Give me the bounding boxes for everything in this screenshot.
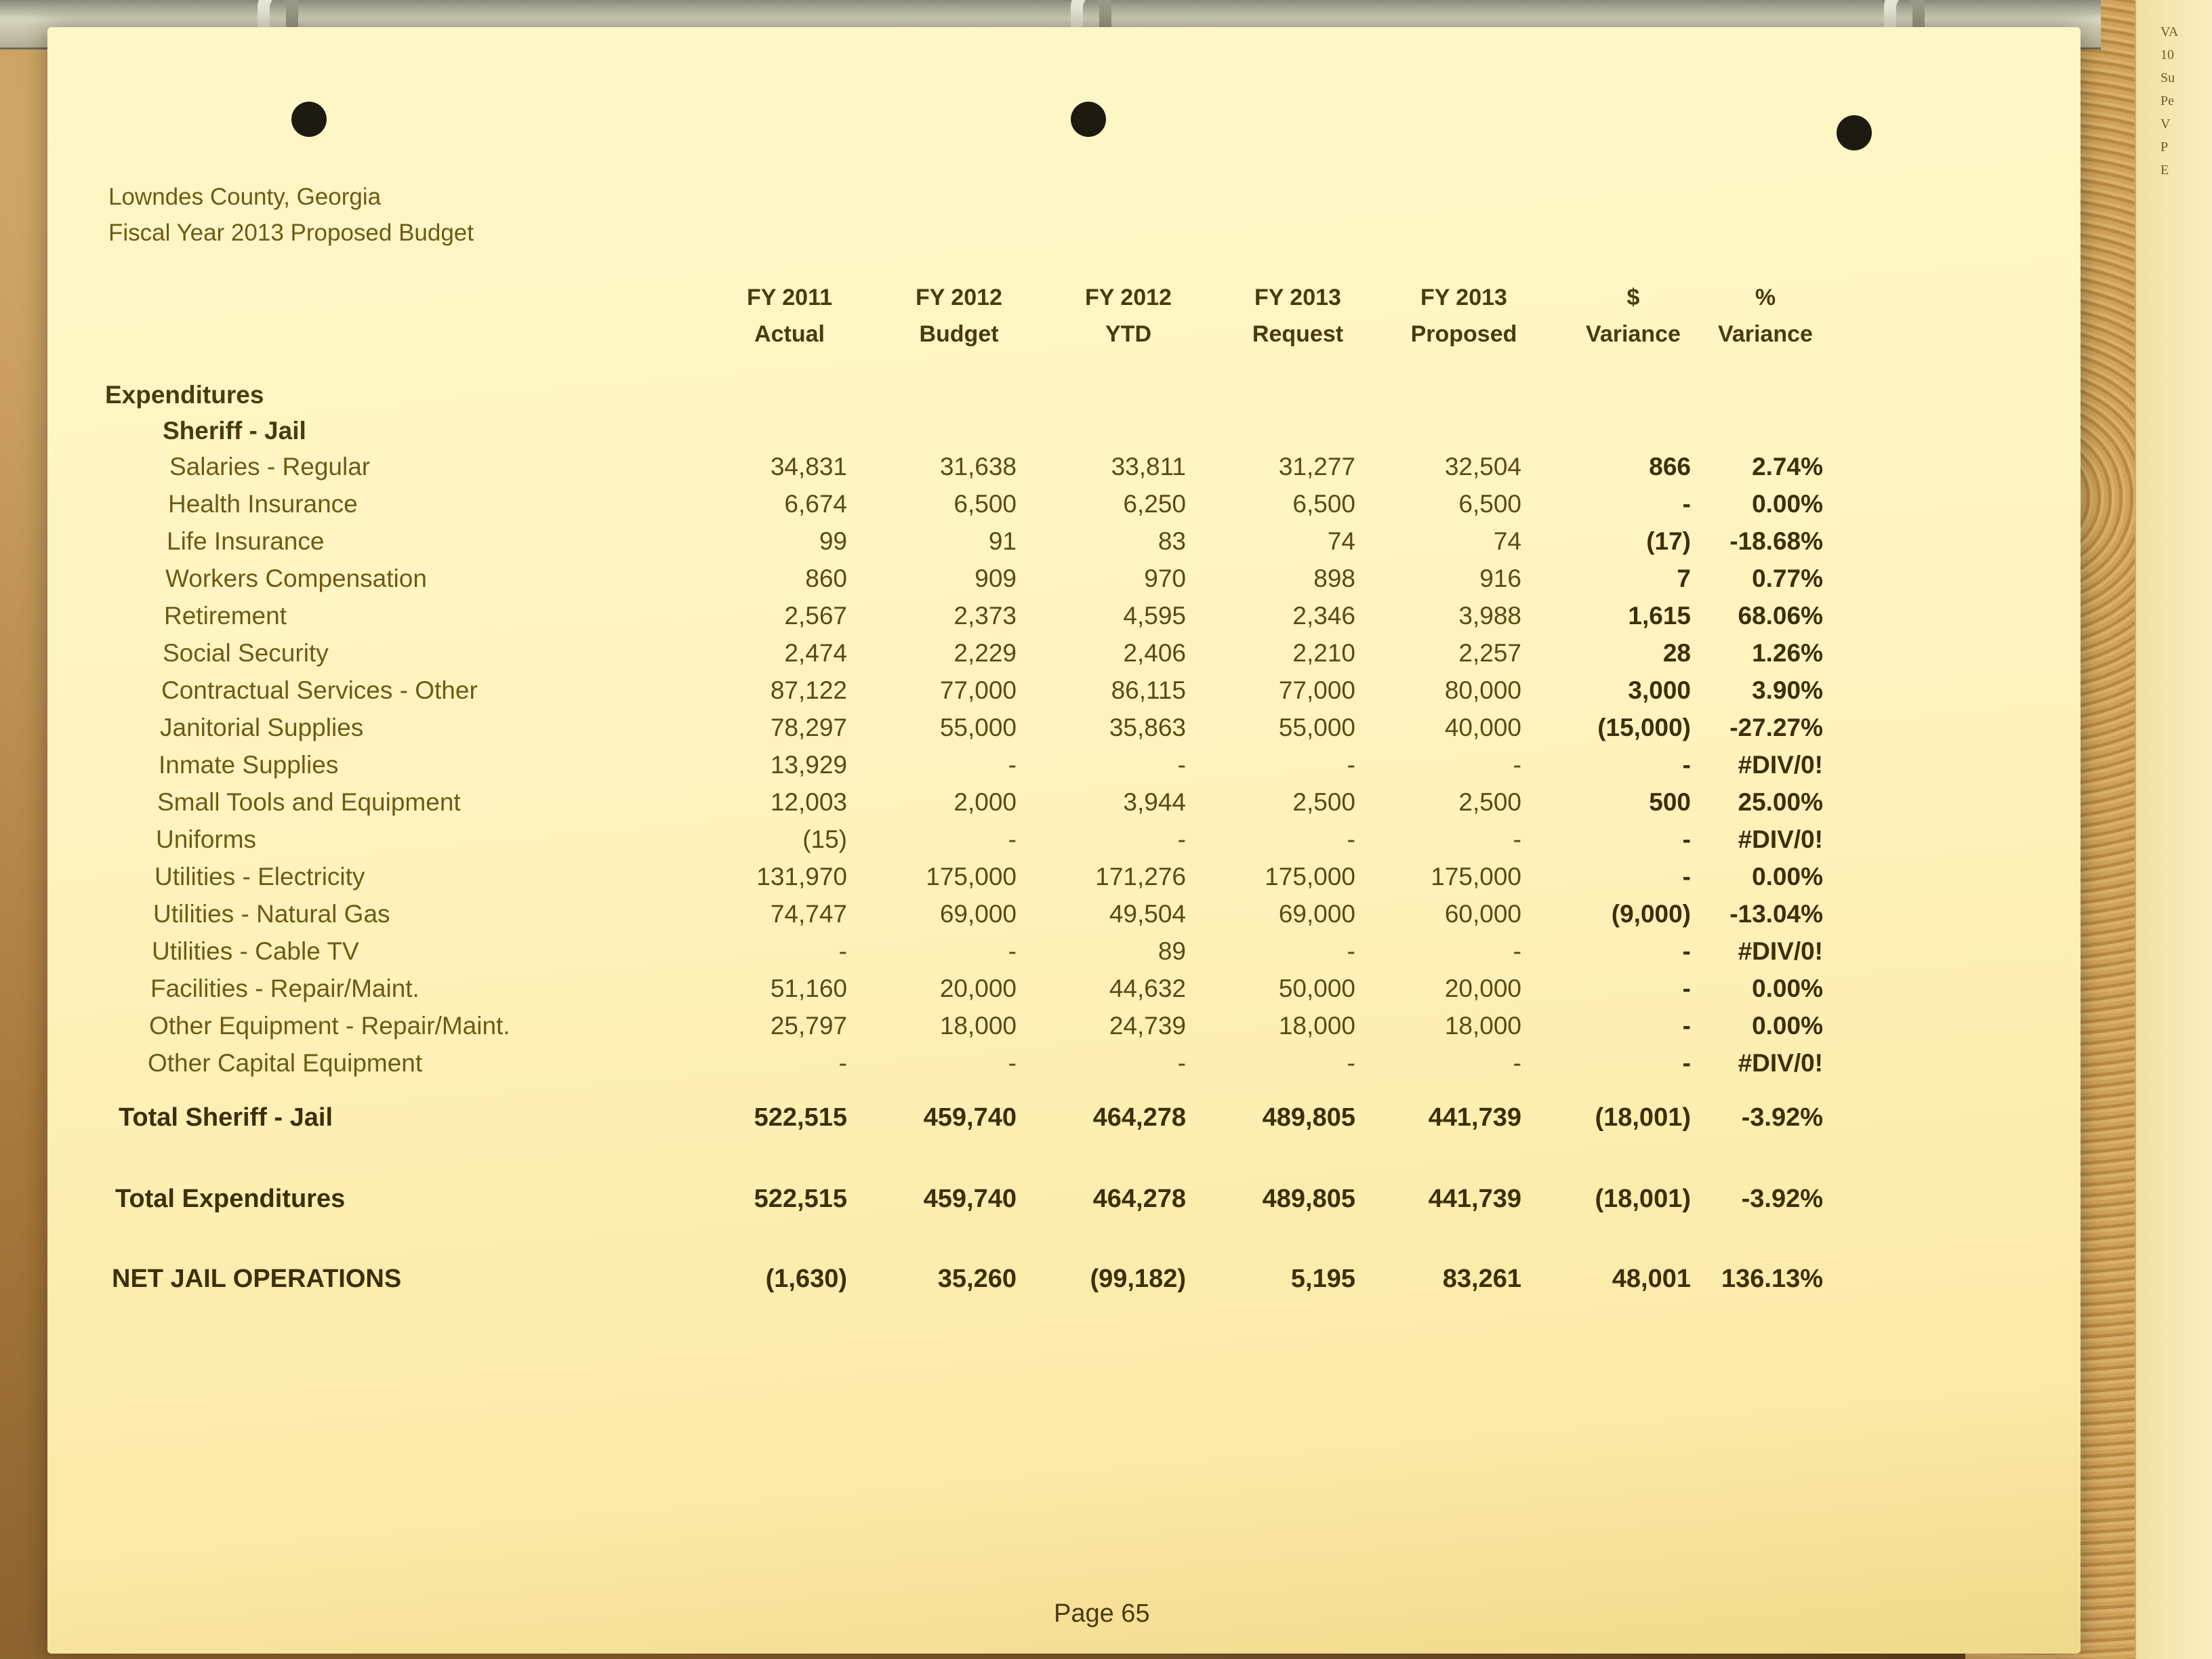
table-cell: #DIV/0! (1738, 751, 1823, 779)
table-cell: 0.77% (1752, 565, 1823, 592)
table-cell: 4,595 (1123, 602, 1186, 630)
table-cell: 175,000 (1431, 863, 1521, 890)
row-label: Other Equipment - Repair/Maint. (149, 1012, 510, 1040)
table-cell: 20,000 (1444, 975, 1521, 1002)
total-cell: 441,739 (1428, 1185, 1521, 1213)
total-cell: 83,261 (1442, 1265, 1521, 1293)
table-cell: 74 (1493, 527, 1521, 555)
table-cell: 175,000 (1265, 863, 1355, 890)
table-cell: 175,000 (926, 863, 1017, 890)
total-cell: 464,278 (1092, 1103, 1186, 1132)
table-cell: 31,638 (939, 453, 1017, 480)
table-cell: (15) (802, 825, 847, 853)
table-cell: 28 (1662, 639, 1691, 667)
next-sheet-fragment (2160, 20, 2178, 182)
table-cell: 34,831 (770, 453, 847, 480)
table-cell: 0.00% (1752, 490, 1823, 518)
total-label: NET JAIL OPERATIONS (112, 1265, 402, 1293)
total-cell: 459,740 (923, 1103, 1017, 1132)
table-cell: - (1347, 825, 1355, 853)
table-cell: -18.68% (1729, 527, 1823, 555)
table-cell: 6,250 (1123, 490, 1186, 518)
table-cell: 500 (1649, 788, 1691, 816)
total-cell: (1,630) (765, 1265, 847, 1293)
table-cell: 2,229 (954, 639, 1017, 667)
row-label: Utilities - Natural Gas (153, 900, 390, 928)
column-header-line1: $ (1626, 285, 1640, 310)
table-cell: 18,000 (939, 1012, 1017, 1040)
column-header-line2: Request (1252, 321, 1344, 347)
budget-page (47, 27, 2081, 1654)
table-cell: 55,000 (1278, 714, 1355, 741)
table-cell: -13.04% (1729, 900, 1823, 928)
row-label: Workers Compensation (165, 565, 427, 592)
department-heading: Sheriff - Jail (163, 417, 306, 445)
table-cell: - (1008, 751, 1017, 779)
table-cell: 916 (1479, 565, 1521, 592)
table-cell: 74,747 (770, 900, 847, 928)
table-cell: 68.06% (1738, 602, 1823, 630)
total-cell: (18,001) (1595, 1185, 1691, 1213)
table-cell: 6,674 (784, 490, 847, 518)
table-cell: 0.00% (1752, 975, 1823, 1002)
row-label: Janitorial Supplies (160, 714, 364, 741)
table-cell: 2,373 (954, 602, 1017, 630)
table-cell: 91 (988, 527, 1017, 555)
table-cell: - (1177, 1049, 1186, 1077)
column-header-line2: Variance (1718, 321, 1813, 347)
table-cell: -27.27% (1729, 714, 1823, 741)
table-cell: - (1177, 825, 1186, 853)
table-cell: - (1682, 751, 1691, 779)
table-cell: 3,988 (1458, 602, 1521, 630)
column-header-line1: FY 2013 (1420, 285, 1507, 310)
row-label: Social Security (163, 639, 329, 667)
column-header-line2: Variance (1586, 321, 1681, 347)
next-sheet-line: VA (2160, 24, 2179, 39)
table-cell: 1,615 (1628, 602, 1691, 630)
table-cell: 40,000 (1444, 714, 1521, 741)
table-cell: 18,000 (1278, 1012, 1355, 1040)
table-cell: - (1347, 937, 1355, 965)
table-cell: 2,500 (1292, 788, 1355, 816)
total-cell: (18,001) (1595, 1103, 1691, 1132)
table-cell: 2,346 (1292, 602, 1355, 630)
row-label: Uniforms (156, 825, 257, 853)
table-cell: - (1682, 1012, 1691, 1040)
table-cell: 50,000 (1278, 975, 1355, 1002)
total-cell: 522,515 (754, 1103, 847, 1132)
total-cell: 441,739 (1428, 1103, 1521, 1132)
row-label: Inmate Supplies (159, 751, 339, 779)
column-header-line1: % (1755, 285, 1776, 310)
table-cell: 3,944 (1123, 788, 1186, 816)
column-header-line2: Budget (919, 321, 999, 347)
table-cell: 74 (1327, 527, 1355, 555)
table-cell: 99 (819, 527, 847, 555)
table-cell: 898 (1313, 565, 1355, 592)
table-cell: 77,000 (939, 676, 1017, 704)
row-label: Utilities - Cable TV (152, 937, 359, 965)
table-cell: 20,000 (939, 975, 1017, 1002)
column-header-line2: Actual (754, 321, 825, 347)
punch-hole-middle (1071, 102, 1106, 137)
table-cell: 24,739 (1109, 1012, 1186, 1040)
table-cell: - (1347, 751, 1355, 779)
table-cell: #DIV/0! (1738, 1049, 1823, 1077)
table-cell: 2,257 (1458, 639, 1521, 667)
table-cell: 2,567 (784, 602, 847, 630)
next-sheet-line: P (2160, 140, 2169, 155)
table-cell: (17) (1646, 527, 1691, 555)
next-sheet-line: 10 (2160, 47, 2174, 62)
row-label: Contractual Services - Other (161, 676, 478, 704)
punch-hole-left (291, 102, 327, 137)
table-cell: - (838, 1049, 847, 1077)
table-cell: 12,003 (770, 788, 847, 816)
total-cell: 489,805 (1262, 1103, 1355, 1132)
table-cell: 69,000 (939, 900, 1017, 928)
table-cell: 80,000 (1444, 676, 1521, 704)
table-cell: - (1347, 1049, 1355, 1077)
section-heading: Expenditures (105, 381, 264, 409)
total-cell: (99,182) (1090, 1265, 1186, 1293)
table-cell: - (1682, 937, 1691, 965)
table-cell: 2,000 (954, 788, 1017, 816)
table-cell: 69,000 (1278, 900, 1355, 928)
column-header-line1: FY 2012 (1085, 285, 1172, 310)
document-title: Fiscal Year 2013 Proposed Budget (108, 220, 474, 246)
table-cell: 0.00% (1752, 863, 1823, 890)
page-number: Page 65 (1054, 1599, 1150, 1628)
column-header-line2: YTD (1105, 321, 1151, 347)
next-sheet (2135, 0, 2212, 1659)
table-cell: - (1008, 1049, 1017, 1077)
table-cell: 6,500 (1292, 490, 1355, 518)
table-cell: 87,122 (770, 676, 847, 704)
table-cell: - (1682, 863, 1691, 890)
row-label: Small Tools and Equipment (157, 788, 461, 816)
punch-hole-right (1837, 115, 1872, 150)
column-header-line2: Proposed (1410, 321, 1517, 347)
next-sheet-line: Su (2160, 70, 2175, 85)
table-cell: 0.00% (1752, 1012, 1823, 1040)
table-cell: - (1682, 490, 1691, 518)
next-sheet-line: V (2160, 117, 2171, 131)
table-cell: 13,929 (770, 751, 847, 779)
table-cell: 55,000 (939, 714, 1017, 741)
table-cell: #DIV/0! (1738, 937, 1823, 965)
table-cell: 2,474 (784, 639, 847, 667)
table-cell: 25,797 (770, 1012, 847, 1040)
table-cell: - (1177, 751, 1186, 779)
table-cell: 2.74% (1752, 453, 1823, 480)
table-cell: - (1682, 825, 1691, 853)
table-cell: 49,504 (1109, 900, 1186, 928)
next-sheet-line: E (2160, 163, 2169, 178)
total-cell: 489,805 (1262, 1185, 1355, 1213)
table-cell: 32,504 (1444, 453, 1521, 480)
table-cell: - (1513, 751, 1521, 779)
table-cell: - (1513, 937, 1521, 965)
table-cell: 3,000 (1628, 676, 1691, 704)
total-cell: 136.13% (1721, 1265, 1823, 1293)
table-cell: 6,500 (954, 490, 1017, 518)
table-cell: 35,863 (1109, 714, 1186, 741)
row-label: Salaries - Regular (169, 453, 371, 480)
row-label: Facilities - Repair/Maint. (150, 975, 419, 1002)
table-cell: 86,115 (1111, 676, 1186, 704)
total-cell: 5,195 (1290, 1265, 1355, 1293)
table-cell: 7 (1677, 565, 1691, 592)
total-cell: 35,260 (937, 1265, 1017, 1293)
table-cell: 6,500 (1458, 490, 1521, 518)
table-cell: 33,811 (1111, 453, 1186, 480)
table-cell: - (1008, 825, 1017, 853)
total-cell: -3.92% (1741, 1185, 1823, 1213)
table-cell: 1.26% (1752, 639, 1823, 667)
table-cell: 131,970 (756, 863, 847, 890)
table-cell: 44,632 (1109, 975, 1186, 1002)
total-cell: 464,278 (1092, 1185, 1186, 1213)
row-label: Other Capital Equipment (148, 1049, 423, 1077)
total-cell: 459,740 (923, 1185, 1017, 1213)
table-cell: - (1513, 825, 1521, 853)
table-cell: 909 (975, 565, 1017, 592)
table-cell: 2,210 (1292, 639, 1355, 667)
table-cell: - (1513, 1049, 1521, 1077)
column-header-line1: FY 2012 (916, 285, 1002, 310)
total-label: Total Expenditures (115, 1185, 346, 1213)
table-cell: 31,277 (1278, 453, 1355, 480)
table-cell: - (1682, 975, 1691, 1002)
column-header-line1: FY 2013 (1254, 285, 1341, 310)
table-cell: 860 (805, 565, 847, 592)
table-cell: 89 (1158, 937, 1186, 965)
table-cell: - (1682, 1049, 1691, 1077)
row-label: Health Insurance (168, 490, 358, 518)
table-cell: 2,500 (1458, 788, 1521, 816)
total-cell: -3.92% (1741, 1103, 1823, 1132)
table-cell: (15,000) (1597, 714, 1691, 741)
table-cell: 51,160 (770, 975, 847, 1002)
table-cell: 866 (1649, 453, 1691, 480)
total-label: Total Sheriff - Jail (119, 1103, 333, 1132)
table-cell: 25.00% (1738, 788, 1823, 816)
table-cell: 60,000 (1444, 900, 1521, 928)
row-label: Life Insurance (167, 527, 325, 555)
table-cell: - (838, 937, 847, 965)
table-cell: (9,000) (1611, 900, 1691, 928)
table-cell: 3.90% (1752, 676, 1823, 704)
row-label: Retirement (164, 602, 287, 630)
org-name: Lowndes County, Georgia (108, 184, 382, 210)
total-cell: 48,001 (1612, 1265, 1691, 1293)
table-cell: 77,000 (1278, 676, 1355, 704)
table-cell: 83 (1158, 527, 1186, 555)
row-label: Utilities - Electricity (155, 863, 365, 890)
table-cell: 171,276 (1095, 863, 1186, 890)
table-cell: #DIV/0! (1738, 825, 1823, 853)
table-cell: 18,000 (1444, 1012, 1521, 1040)
table-cell: 2,406 (1123, 639, 1186, 667)
table-cell: 78,297 (770, 714, 847, 741)
next-sheet-line: Pe (2160, 94, 2174, 108)
column-header-line1: FY 2011 (746, 285, 833, 310)
table-cell: - (1008, 937, 1017, 965)
table-cell: 970 (1144, 565, 1186, 592)
total-cell: 522,515 (754, 1185, 847, 1213)
